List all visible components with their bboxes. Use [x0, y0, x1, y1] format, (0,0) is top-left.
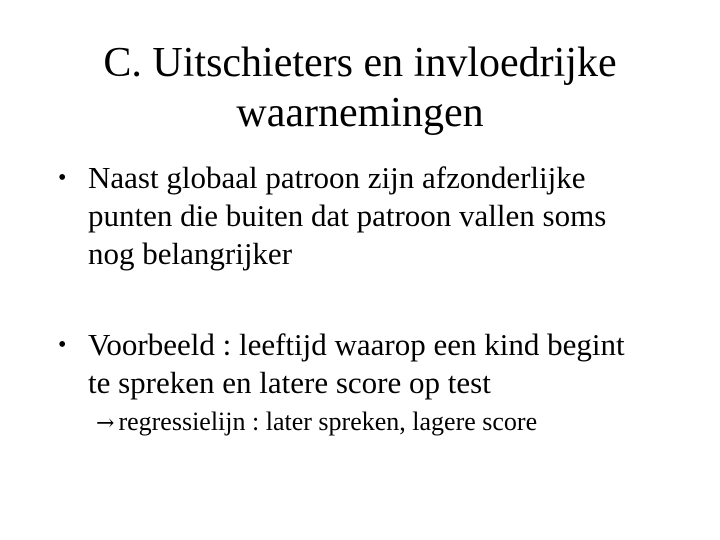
bullet-1-line-1: Naast globaal patroon zijn afzonderlijke [88, 160, 586, 195]
sub-bullet [96, 405, 537, 441]
sub-bullet-text: regressielijn : later spreken, lagere score [118, 407, 538, 436]
title-line-1: C. Uitschieters en invloedrijke [103, 40, 617, 86]
bullet-1-line-3: nog belangrijker [88, 236, 293, 271]
bullet-2-line-1: Voorbeeld : leeftijd waarop een kind begint [88, 327, 625, 362]
arrow-right-icon: → [96, 411, 115, 436]
title-line-2: waarnemingen [236, 90, 484, 136]
bullet-dot-icon: • [58, 165, 67, 191]
bullet-1-line-2: punten die buiten dat patroon vallen soms [88, 198, 607, 233]
bullet-item-1 [58, 159, 678, 273]
slide-title [40, 38, 680, 138]
bullet-2-line-2: te spreken en latere score op test [88, 365, 491, 400]
bullet-item-2 [58, 326, 678, 402]
bullet-dot-icon: • [58, 332, 67, 358]
